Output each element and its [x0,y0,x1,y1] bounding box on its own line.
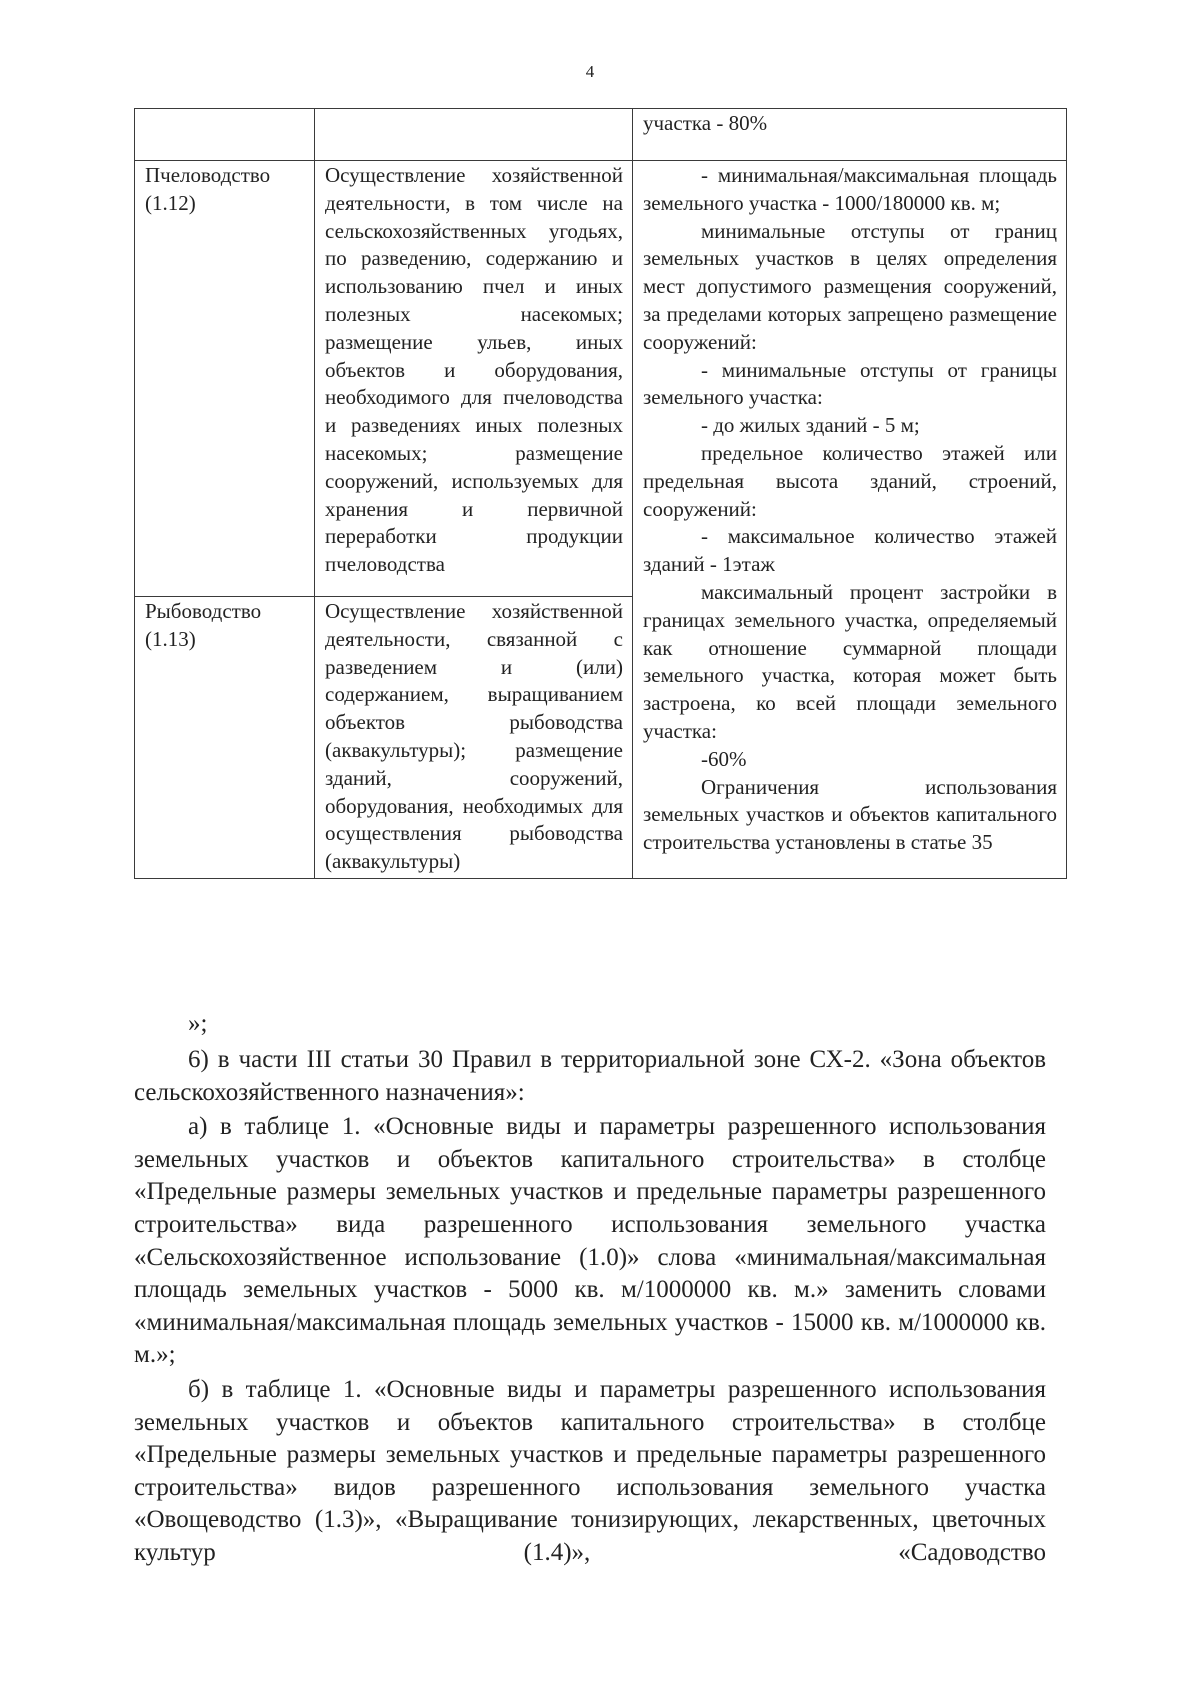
paragraph-6a: а) в таблице 1. «Основные виды и параметры разрешенного использования земельных участков и объектов капитального строительства» в столбце «Предельные размеры земельных участков и предельные параметры разрешенного строительства» вида разрешенного использования земельного участка «Сельскохозяйственное использование (1.0)» слова «минимальная/максимальная площадь земельных участков - 5000 кв. м/1000000 кв. м.» заменить словами «минимальная/максимальная площадь земельных участков - 15000 кв. м/1000000 кв. м.»; [134,1113,1046,1369]
cell-empty-name [135,109,315,161]
parameter-line: Ограничения использования земельных участков и объектов капитального строительства установлены в статье 35 [643,774,1057,855]
closing-quote: »; [188,1010,208,1037]
parameter-line: предельное количество этажей или предельная высота зданий, строений, сооружений: [643,440,1057,521]
parameter-line: - минимальная/максимальная площадь земельного участка - 1000/180000 кв. м; [643,163,1057,215]
parameter-line: - минимальные отступы от границы земельного участка: [643,357,1057,410]
use-type-description: Осуществление хозяйственной деятельности, в том числе на сельскохозяйственных угодьях, по разведению, содержанию и использованию пчел и иных полезных насекомых; размещение ульев, иных объектов и оборудования, необходимого для пчеловодства и разведениях иных полезных насекомых; размещение сооружений, используемых для хранения и первичной переработки продукции пчеловодства [315,161,633,597]
parameters-cell [633,161,1067,879]
use-type-name: Рыбоводство (1.13) [135,597,315,879]
parameter-line: минимальные отступы от границ земельных участков в целях определения мест допустимого размещения сооружений, за пределами которых запрещено размещение сооружений: [643,218,1057,354]
table-row-continuation [135,109,1067,161]
use-type-description: Осуществление хозяйственной деятельности, связанной с разведением и (или) содержанием, выращиванием объектов рыбоводства (аквакультуры); размещение зданий, сооружений, оборудования, необходимых для осуществления рыбоводства (аквакультуры) [315,597,633,879]
cell-empty-description [315,109,633,161]
page-number: 4 [585,62,595,81]
paragraph-6b: б) в таблице 1. «Основные виды и параметры разрешенного использования земельных участков и объектов капитального строительства» в столбце «Предельные размеры земельных участков и предельные параметры разрешенного строительства» видов разрешенного использования земельного участка «Овощеводство (1.3)», «Выращивание тонизирующих, лекарственных, цветочных культур (1.4)», «Садоводство [134,1375,1046,1566]
parameter-line: -60% [701,746,747,771]
parameter-line: максимальный процент застройки в границах земельного участка, определяемый как отношение суммарной площади земельного участка, которая может быть застроена, ко всей площади земельного участка: [643,579,1057,743]
parameter-line: - до жилых зданий - 5 м; [701,413,920,438]
parameter-line: - максимальное количество этажей зданий - 1этаж [643,524,1057,577]
land-use-table [134,108,1067,879]
use-type-name: Пчеловодство (1.12) [135,161,315,597]
paragraph-6: 6) в части III статьи 30 Правил в территориальной зоне СХ-2. «Зона объектов сельскохозяйственного назначения»: [134,1046,1046,1106]
cell-continuation-text: участка - 80% [633,109,1067,161]
amendment-text [134,1044,1046,1570]
table-row-beekeeping [135,161,1067,597]
